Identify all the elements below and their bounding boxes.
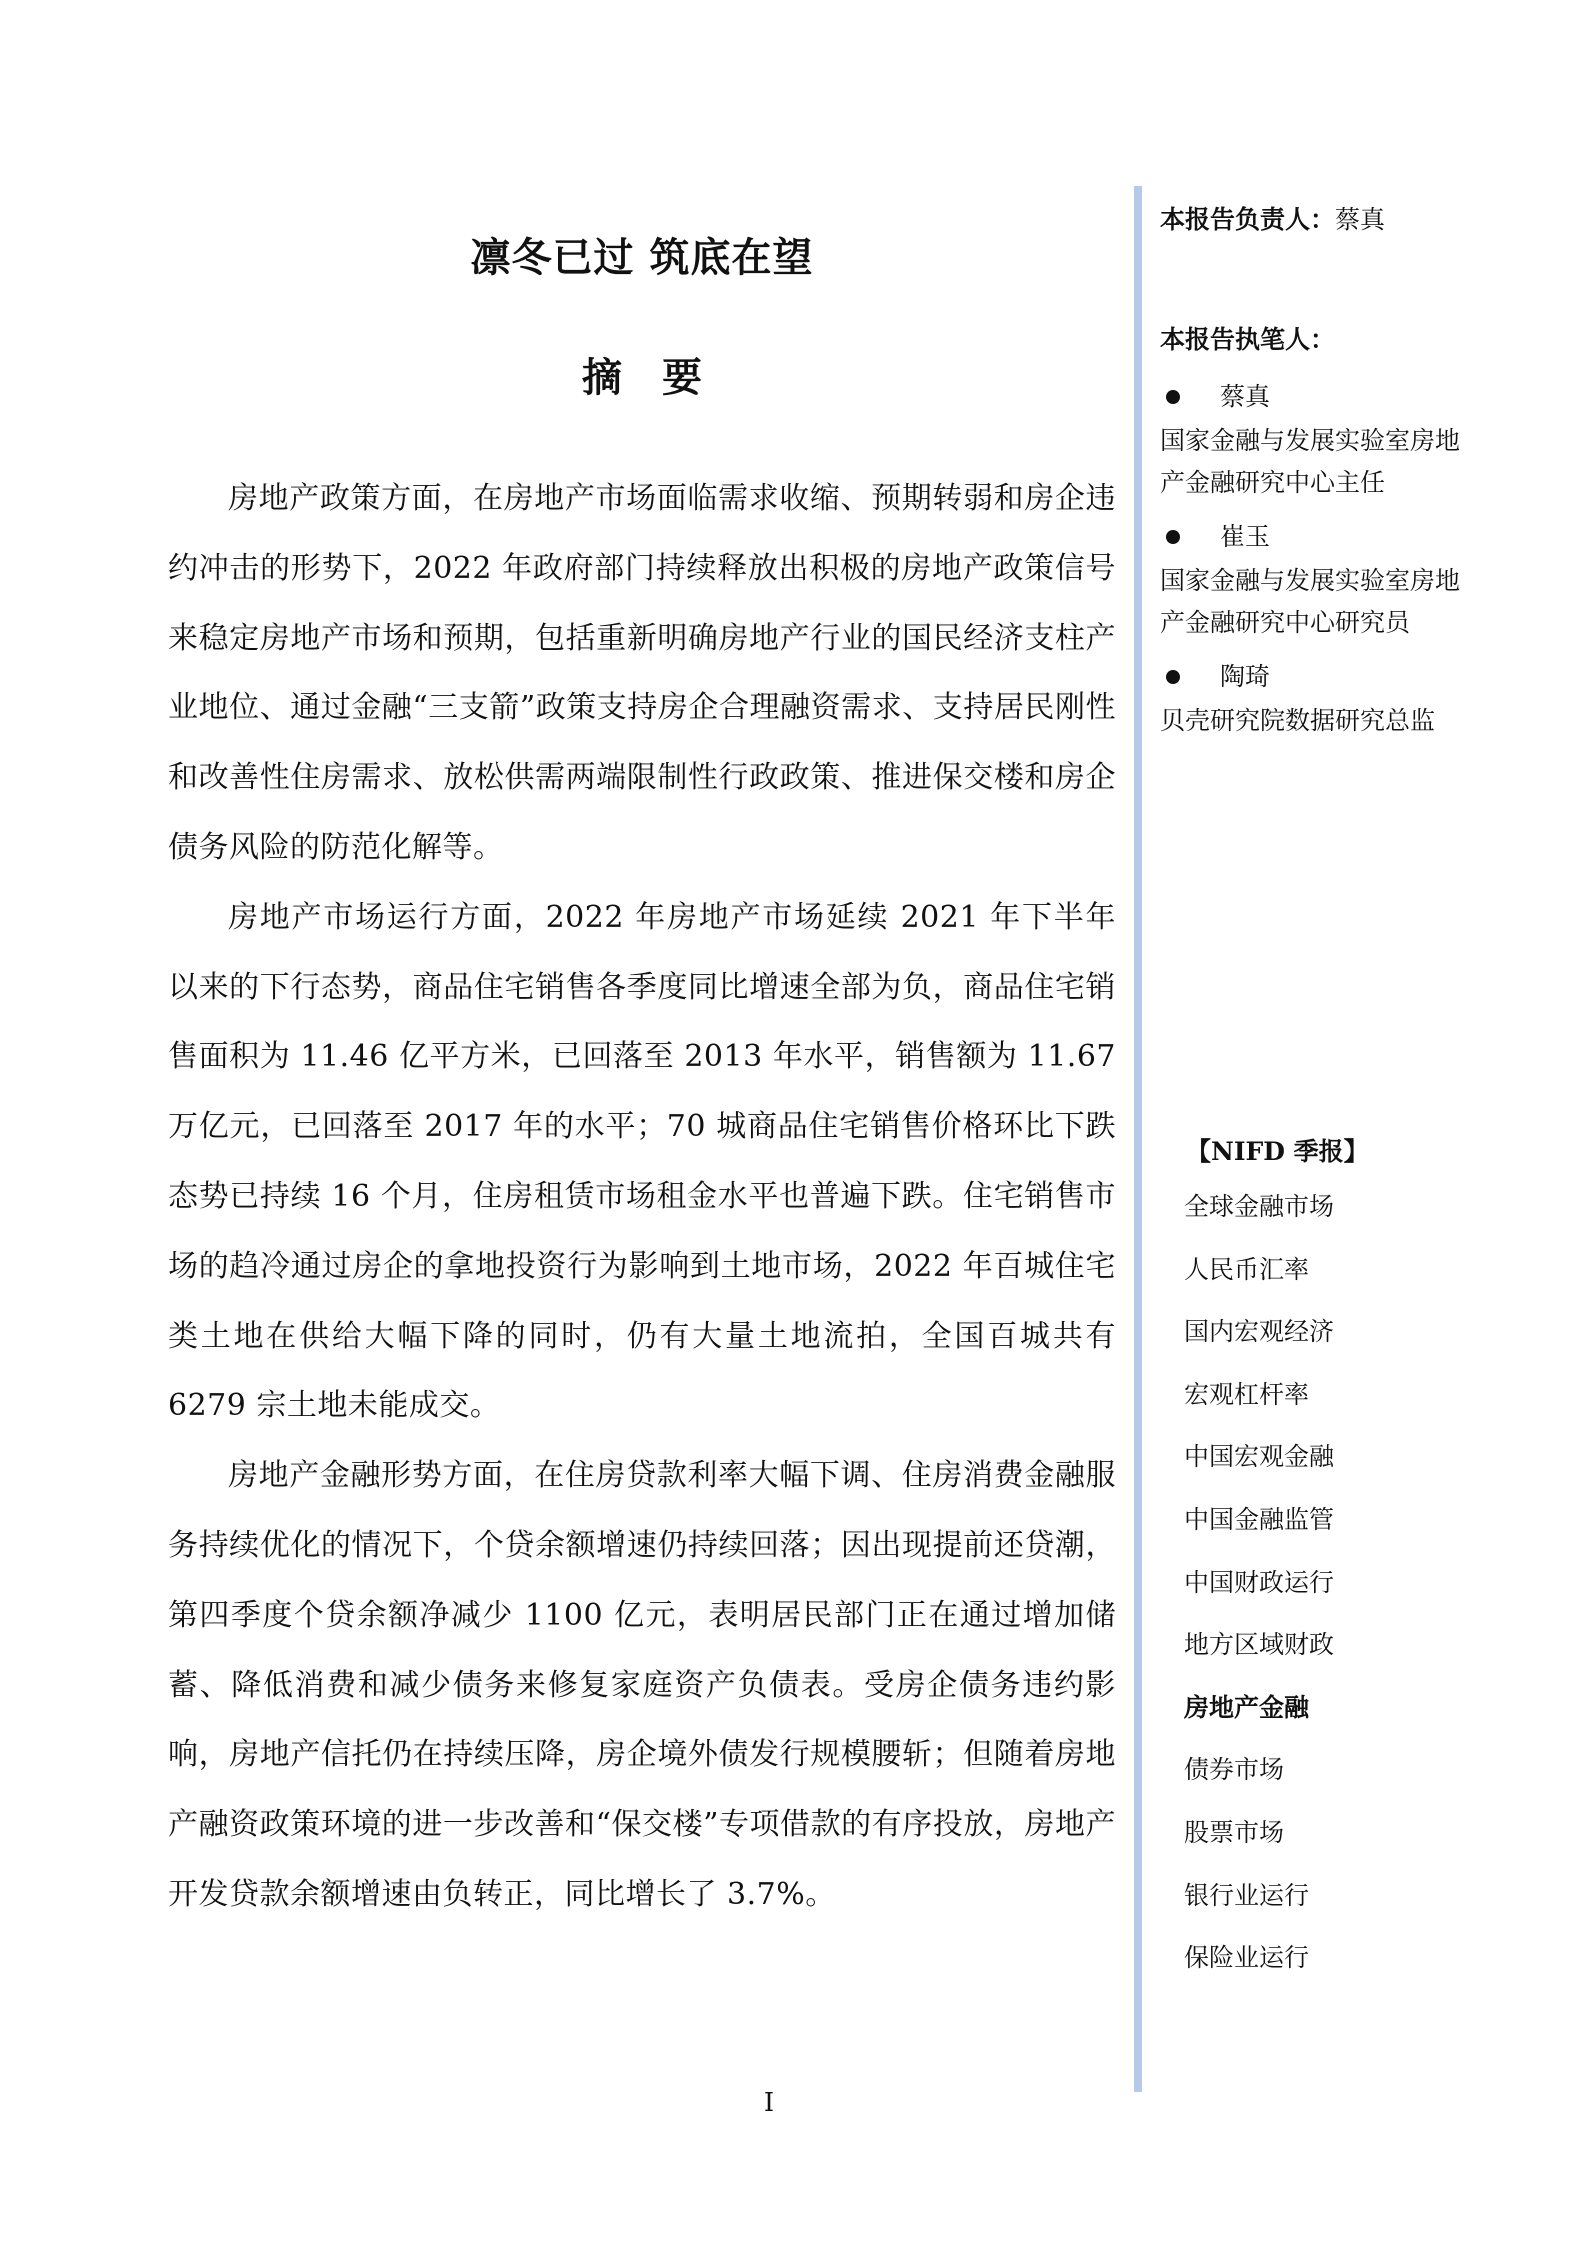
author-name: 崔玉: [1220, 522, 1271, 551]
series-item-stock-market: 股票市场: [1184, 1817, 1285, 1847]
author-affiliation: 国家金融与发展实验室房地产金融研究中心研究员: [1160, 566, 1461, 637]
sidebar-divider: [1134, 186, 1142, 2092]
series-item-rmb-exchange: 人民币汇率: [1184, 1254, 1310, 1284]
series-item-local-fiscal: 地方区域财政: [1184, 1630, 1335, 1660]
series-item-macro-finance: 中国宏观金融: [1184, 1442, 1335, 1472]
lead-name: 蔡真: [1335, 205, 1386, 234]
paragraph-finance: 房地产金融形势方面，在住房贷款利率大幅下调、住房消费金融服务持续优化的情况下，个贷余额增速仍持续回落；因出现提前还贷潮，第四季度个贷余额净减少 1100 亿元，表明居民部门正在通过增加储蓄、降低消费和减少债务来修复家庭资产负债表。受房企债务违约影响，房地产信托仍在持续压降，房企境外债发行规模腰斩；但随着房地产融资政策环境的进一步改善和“保交楼”专项借款的有序投放，房地产开发贷款余额增速由负转正，同比增长了 3.7%。: [168, 1458, 1116, 1912]
author-entry: [1160, 514, 1460, 644]
paragraph-policy: 房地产政策方面，在房地产市场面临需求收缩、预期转弱和房企违约冲击的形势下，2022 年政府部门持续释放出积极的房地产政策信号来稳定房地产市场和预期，包括重新明确房地产行业的国民经济支柱产业地位、通过金融“三支箭”政策支持房企合理融资需求、支持居民刚性和改善性住房需求、放松供需两端限制性行政政策、推进保交楼和房企债务风险的防范化解等。: [168, 481, 1116, 865]
series-item-financial-regulation: 中国金融监管: [1184, 1504, 1335, 1534]
series-item-global-markets: 全球金融市场: [1184, 1192, 1335, 1221]
sidebar-series: [1160, 1128, 1460, 1990]
author-name: 陶琦: [1220, 662, 1271, 691]
series-item-banking: 银行业运行: [1184, 1880, 1310, 1910]
lead-label: 本报告负责人：: [1160, 205, 1336, 234]
authors-label: 本报告执笔人：: [1160, 325, 1336, 354]
page-number: I: [763, 2088, 775, 2118]
series-item-macro-leverage: 宏观杠杆率: [1184, 1379, 1310, 1409]
series-item-bond-market: 债券市场: [1184, 1755, 1285, 1785]
author-name: 蔡真: [1220, 382, 1271, 411]
abstract-heading: 摘要: [582, 354, 742, 401]
author-affiliation: 国家金融与发展实验室房地产金融研究中心主任: [1160, 426, 1461, 497]
author-entry: [1160, 654, 1460, 742]
series-item-real-estate-finance: 房地产金融: [1184, 1692, 1310, 1722]
report-title: 凛冬已过 筑底在望: [470, 235, 814, 281]
series-item-domestic-macro: 国内宏观经济: [1184, 1317, 1335, 1347]
bullet-icon: [1166, 530, 1180, 544]
series-title: 【NIFD 季报】: [1186, 1137, 1369, 1166]
abstract-body: [168, 464, 1116, 1930]
report-lead: [1160, 196, 1460, 244]
bullet-icon: [1166, 390, 1180, 404]
paragraph-market: 房地产市场运行方面，2022 年房地产市场延续 2021 年下半年以来的下行态势，商品住宅销售各季度同比增速全部为负，商品住宅销售面积为 11.46 亿平方米，已回落至 2013 年水平，销售额为 11.67 万亿元，已回落至 2017 年的水平；70 城商品住宅销售价格环比下跌态势已持续 16 个月，住房租赁市场租金水平也普遍下跌。住宅销售市场的趋冷通过房企的拿地投资行为影响到土地市场，2022 年百城住宅类土地在供给大幅下降的同时，仍有大量土地流拍，全国百城共有 6279 宗土地未能成交。: [168, 899, 1116, 1424]
bullet-icon: [1166, 670, 1180, 684]
sidebar-authors: [1160, 196, 1460, 742]
author-entry: [1160, 374, 1460, 504]
author-affiliation: 贝壳研究院数据研究总监: [1160, 706, 1436, 735]
series-item-fiscal-operation: 中国财政运行: [1184, 1567, 1335, 1597]
main-content: [168, 218, 1116, 1930]
series-item-insurance: 保险业运行: [1184, 1943, 1310, 1973]
